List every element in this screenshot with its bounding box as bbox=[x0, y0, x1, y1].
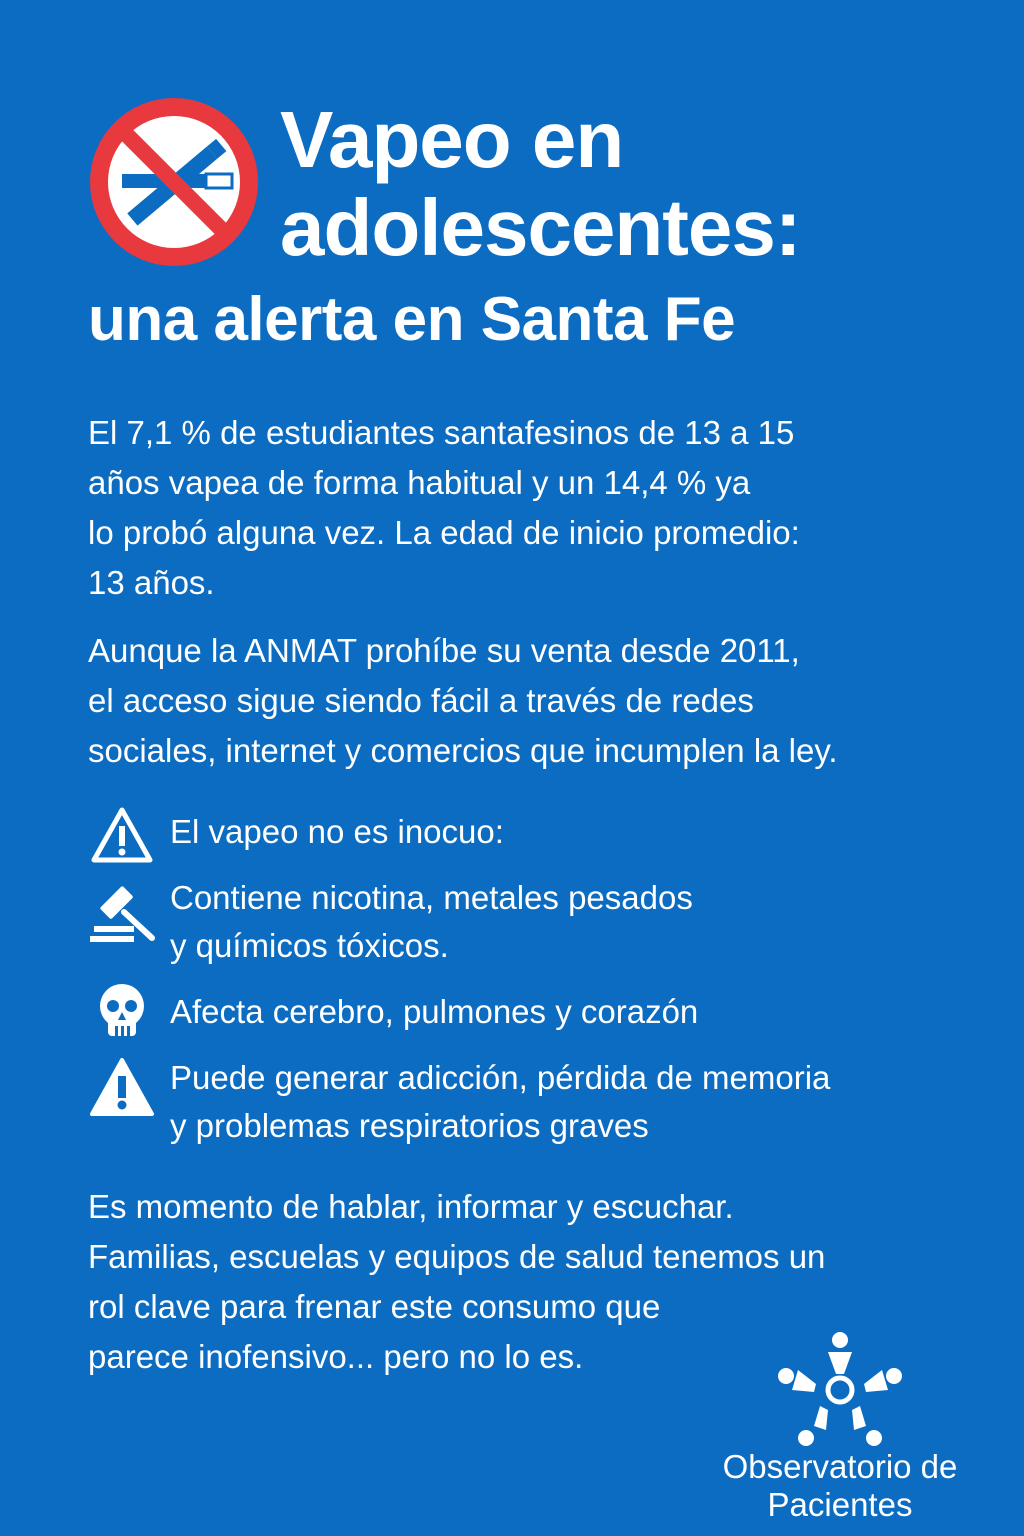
gavel-icon bbox=[88, 880, 156, 948]
logo-text bbox=[700, 1448, 980, 1524]
intro-line-4: 13 años. bbox=[88, 564, 215, 601]
closing-line-3: rol clave para frenar este consumo que bbox=[88, 1288, 661, 1325]
logo-line-1: Observatorio de bbox=[722, 1448, 958, 1485]
risk-line-1: Puede generar adicción, pérdida de memoria bbox=[170, 1059, 831, 1096]
risk-text bbox=[170, 874, 960, 970]
closing-line-1: Es momento de hablar, informar y escuchar. bbox=[88, 1188, 734, 1225]
title-line-2: adolescentes: bbox=[280, 183, 801, 272]
title-line-1: Vapeo en bbox=[280, 95, 624, 184]
law-paragraph bbox=[88, 626, 968, 776]
warning-outline-icon bbox=[88, 802, 156, 870]
risk-line-1: El vapeo no es inocuo: bbox=[170, 813, 504, 850]
closing-line-4: parece inofensivo... pero no lo es. bbox=[88, 1338, 584, 1375]
law-line-3: sociales, internet y comercios que incumplen la ley. bbox=[88, 732, 838, 769]
closing-line-2: Familias, escuelas y equipos de salud tenemos un bbox=[88, 1238, 826, 1275]
intro-line-3: lo probó alguna vez. La edad de inicio promedio: bbox=[88, 514, 800, 551]
skull-icon bbox=[88, 978, 156, 1046]
no-vaping-icon bbox=[88, 96, 260, 268]
logo-line-2: Pacientes bbox=[767, 1486, 913, 1523]
organization-logo bbox=[700, 1330, 980, 1530]
law-line-2: el acceso sigue siendo fácil a través de redes bbox=[88, 682, 754, 719]
risk-line-1: Contiene nicotina, metales pesados bbox=[170, 879, 693, 916]
risk-text bbox=[170, 988, 960, 1036]
people-circle-logo bbox=[770, 1330, 910, 1450]
intro-paragraph bbox=[88, 408, 968, 608]
intro-line-2: años vapea de forma habitual y un 14,4 % ya bbox=[88, 464, 751, 501]
warning-filled-icon bbox=[88, 1054, 156, 1122]
risk-line-1: Afecta cerebro, pulmones y corazón bbox=[170, 993, 699, 1030]
risk-text bbox=[170, 1054, 960, 1150]
law-line-1: Aunque la ANMAT prohíbe su venta desde 2011, bbox=[88, 632, 800, 669]
page-subtitle: una alerta en Santa Fe bbox=[88, 285, 736, 354]
intro-line-1: El 7,1 % de estudiantes santafesinos de 13 a 15 bbox=[88, 414, 795, 451]
risk-line-2: y problemas respiratorios graves bbox=[170, 1107, 649, 1144]
risk-text bbox=[170, 808, 960, 856]
page-title bbox=[280, 96, 801, 272]
risk-line-2: y químicos tóxicos. bbox=[170, 927, 449, 964]
